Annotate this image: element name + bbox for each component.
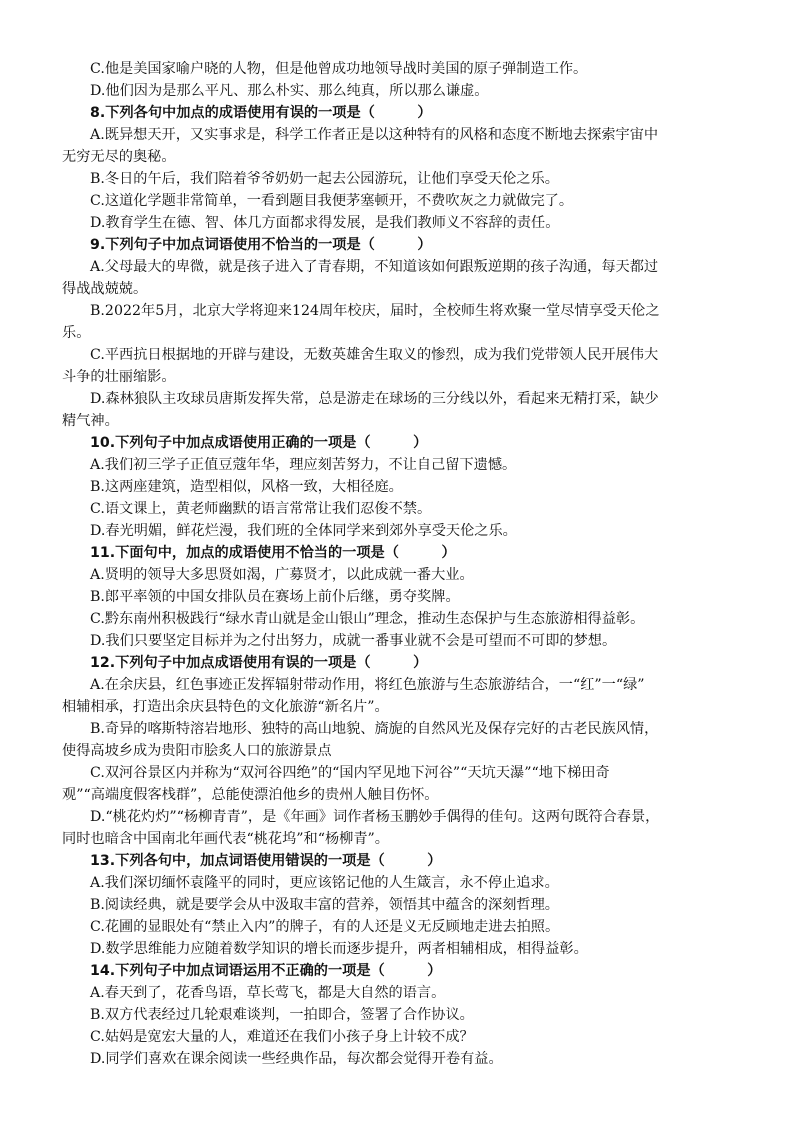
answer-option: B.冬日的午后，我们陪着爷爷奶奶一起去公园游玩，让他们享受天伦之乐。: [90, 171, 559, 187]
answer-option: B.这两座建筑，造型相似，风格一致，大相径庭。: [90, 479, 403, 495]
option-continuation: 得战战兢兢。: [62, 281, 148, 297]
answer-option: D.春光明媚，鲜花烂漫，我们班的全体同学来到郊外享受天伦之乐。: [90, 523, 517, 539]
question-stem: 11.下面句中，加点的成语使用不恰当的一项是（ ）: [90, 545, 456, 561]
answer-option: D.森林狼队主攻球员唐斯发挥失常，总是游走在球场的三分线以外，看起来无精打采，缺少: [90, 391, 659, 407]
answer-option: C.语文课上，黄老师幽默的语言常常让我们忍俊不禁。: [90, 501, 432, 517]
answer-option: C.黔东南州积极践行“绿水青山就是金山银山”理念，推动生态保护与生态旅游相得益彰。: [90, 611, 645, 627]
answer-option: D.“桃花灼灼”“杨柳青青”，是《年画》词作者杨玉鹏妙手偶得的佳句。这两句既符合春景，: [90, 809, 660, 825]
answer-option: B.郎平率领的中国女排队员在赛场上前仆后继，勇夺奖牌。: [90, 589, 460, 605]
answer-option: B.阅读经典，就是要学会从中汲取丰富的营养，领悟其中蕴含的深刻哲理。: [90, 897, 559, 913]
answer-option: C.这道化学题非常简单，一看到题目我便茅塞顿开，不费吹灰之力就做完了。: [90, 193, 574, 209]
option-continuation: 相辅相承，打造出余庆县特色的文化旅游“新名片”。: [62, 699, 389, 715]
answer-option: C.花圃的显眼处有“禁止入内”的牌子，有的人还是义无反顾地走进去拍照。: [90, 919, 560, 935]
answer-option: D.数学思维能力应随着数学知识的增长而逐步提升，两者相辅相成，相得益彰。: [90, 941, 588, 957]
option-continuation: 同时也暗含中国南北年画代表“桃花坞”和“杨柳青”。: [62, 831, 389, 847]
answer-option: D.同学们喜欢在课余阅读一些经典作品，每次都会觉得开卷有益。: [90, 1051, 503, 1067]
option-continuation: 使得高坡乡成为贵阳市脍炙人口的旅游景点: [62, 743, 332, 759]
answer-option: B.2022年5月，北京大学将迎来124周年校庆，届时，全校师生将欢聚一堂尽情享受天伦之: [90, 303, 660, 319]
answer-option: A.春天到了，花香鸟语，草长莺飞，都是大自然的语言。: [90, 985, 446, 1001]
answer-option: D.我们只要坚定目标并为之付出努力，成就一番事业就不会是可望而不可即的梦想。: [90, 633, 617, 649]
question-stem: 8.下列各句中加点的成语使用有误的一项是（ ）: [90, 105, 432, 121]
answer-option: A.在余庆县，红色事迹正发挥辐射带动作用，将红色旅游与生态旅游结合，一“红”一“绿”: [90, 677, 645, 693]
question-stem: 14.下列句子中加点词语运用不正确的一项是（ ）: [90, 963, 442, 979]
answer-option: A.父母最大的卑微，就是孩子进入了青春期，不知道该如何跟叛逆期的孩子沟通，每天都过: [90, 259, 659, 275]
question-stem: 12.下列句子中加点成语使用有误的一项是（ ）: [90, 655, 428, 671]
option-continuation: 精气神。: [62, 413, 119, 429]
answer-option: A.我们初三学子正值豆蔻年华，理应刻苦努力，不让自己留下遗憾。: [90, 457, 517, 473]
question-stem: 13.下列各句中，加点词语使用错误的一项是（ ）: [90, 853, 442, 869]
option-continuation: 观”“高端度假客栈群”，总能使漂泊他乡的贵州人触目伤怀。: [62, 787, 439, 803]
answer-option: D.他们因为是那么平凡、那么朴实、那么纯真，所以那么谦虚。: [90, 83, 489, 99]
answer-option: B.双方代表经过几轮艰难谈判，一拍即合，签署了合作协议。: [90, 1007, 474, 1023]
answer-option: D.教育学生在德、智、体几方面都求得发展，是我们教师义不容辞的责任。: [90, 215, 560, 231]
answer-option: A.我们深切缅怀袁隆平的同时，更应该铭记他的人生箴言，永不停止追求。: [90, 875, 559, 891]
option-continuation: 斗争的壮丽缩影。: [62, 369, 176, 385]
answer-option: A.贤明的领导大多思贤如渴，广募贤才，以此成就一番大业。: [90, 567, 474, 583]
option-continuation: 无穷无尽的奥秘。: [62, 149, 176, 165]
answer-option: B.奇异的喀斯特溶岩地形、独特的高山地貌、旖旎的自然风光及保存完好的古老民族风情，: [90, 721, 659, 737]
answer-option: A.既异想天开，又实事求是，科学工作者正是以这种特有的风格和态度不断地去探索宇宙中: [90, 127, 659, 143]
answer-option: C.他是美国家喻户晓的人物，但是他曾成功地领导战时美国的原子弹制造工作。: [90, 61, 588, 77]
answer-option: C.双河谷景区内并称为“双河谷四绝”的“国内罕见地下河谷”“天坑天瀑”“地下梯田奇: [90, 765, 610, 781]
option-continuation: 乐。: [62, 325, 91, 341]
question-stem: 9.下列句子中加点词语使用不恰当的一项是（ ）: [90, 237, 432, 253]
answer-option: C.平西抗日根据地的开辟与建设，无数英雄舍生取义的惨烈，成为我们党带领人民开展伟大: [90, 347, 659, 363]
question-stem: 10.下列句子中加点成语使用正确的一项是（ ）: [90, 435, 428, 451]
answer-option: C.姑妈是宽宏大量的人，难道还在我们小孩子身上计较不成？: [90, 1029, 474, 1045]
